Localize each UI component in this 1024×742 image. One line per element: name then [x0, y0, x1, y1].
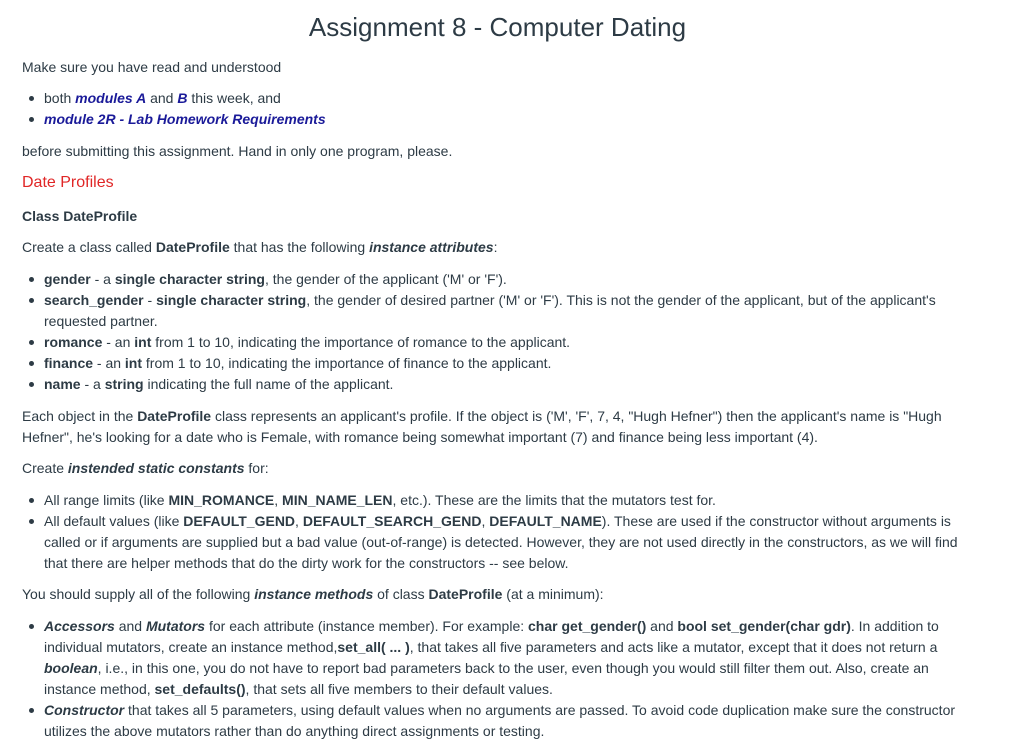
- module-2r-link[interactable]: module 2R - Lab Homework Requirements: [44, 111, 326, 127]
- prerequisite-list: [22, 88, 982, 130]
- date-profiles-heading: Date Profiles: [22, 174, 114, 191]
- class-heading: Class DateProfile: [22, 208, 138, 224]
- method-item: Constructor that takes all 5 parameters, using default values when no arguments are passed. To avoid code duplication make sure the constructor utilizes the above mutators rather than do anything direct assignments or testing.: [22, 700, 982, 742]
- module-b-link[interactable]: B: [177, 90, 188, 106]
- attribute-item: search_gender - single character string, the gender of desired partner ('M' or 'F'). This is not the gender of the applicant, but of the applicant's requested partner.: [22, 290, 982, 332]
- attribute-item: gender - a single character string, the gender of the applicant ('M' or 'F').: [22, 269, 982, 290]
- attribute-item: finance - an int from 1 to 10, indicating the importance of finance to the applicant.: [22, 353, 982, 374]
- example-paragraph: Each object in the DateProfile class represents an applicant's profile. If the object is ('M', 'F', 7, 4, "Hugh Hefner") then the applicant's name is "Hugh Hefner", he's looking for a date who is Female, with romance being somewhat important (7) and finance being less important (4).: [22, 408, 942, 445]
- constant-item: All default values (like DEFAULT_GEND, DEFAULT_SEARCH_GEND, DEFAULT_NAME). These are used if the constructor without arguments is called or if arguments are supplied but a bad value (out-of-range) is detected. However, they are not used directly in the constructors, as we will find that there are helper methods that do the dirty work for the constructors -- see below.: [22, 511, 982, 574]
- constants-intro: Create instended static constants for:: [22, 460, 269, 476]
- intro-paragraph: Make sure you have read and understood: [22, 59, 282, 75]
- list-item: [22, 109, 982, 130]
- methods-intro: You should supply all of the following instance methods of class DateProfile (at a minimum):: [22, 586, 604, 602]
- constants-list: [22, 490, 982, 574]
- methods-list: [22, 616, 982, 742]
- modules-a-link[interactable]: modules A: [75, 90, 147, 106]
- class-heading-block: [22, 206, 982, 227]
- attribute-list: [22, 269, 982, 395]
- section-heading: [22, 172, 982, 194]
- page-title: Assignment 8 - Computer Dating: [308, 12, 687, 42]
- submission-note: before submitting this assignment. Hand in only one program, please.: [22, 143, 453, 159]
- constant-item: All range limits (like MIN_ROMANCE, MIN_NAME_LEN, etc.). These are the limits that the mutators test for.: [22, 490, 982, 511]
- create-class-paragraph: Create a class called DateProfile that has the following instance attributes:: [22, 239, 498, 255]
- list-item: both modules A and B this week, and: [22, 88, 982, 109]
- attribute-item: name - a string indicating the full name of the applicant.: [22, 374, 982, 395]
- intro-text: [22, 57, 982, 78]
- attribute-item: romance - an int from 1 to 10, indicating the importance of romance to the applicant.: [22, 332, 982, 353]
- method-item: Accessors and Mutators for each attribute (instance member). For example: char get_gender() and bool set_gender(char gdr). In addition to individual mutators, create an instance method,set_all( ... ), that takes all five parameters and acts like a mutator, except that it does not return a boolean, i.e., in this one, you do not have to report bad parameters back to the user, even though you would still filter them out. Also, create an instance method, set_defaults(), that sets all five members to their default values.: [22, 616, 982, 700]
